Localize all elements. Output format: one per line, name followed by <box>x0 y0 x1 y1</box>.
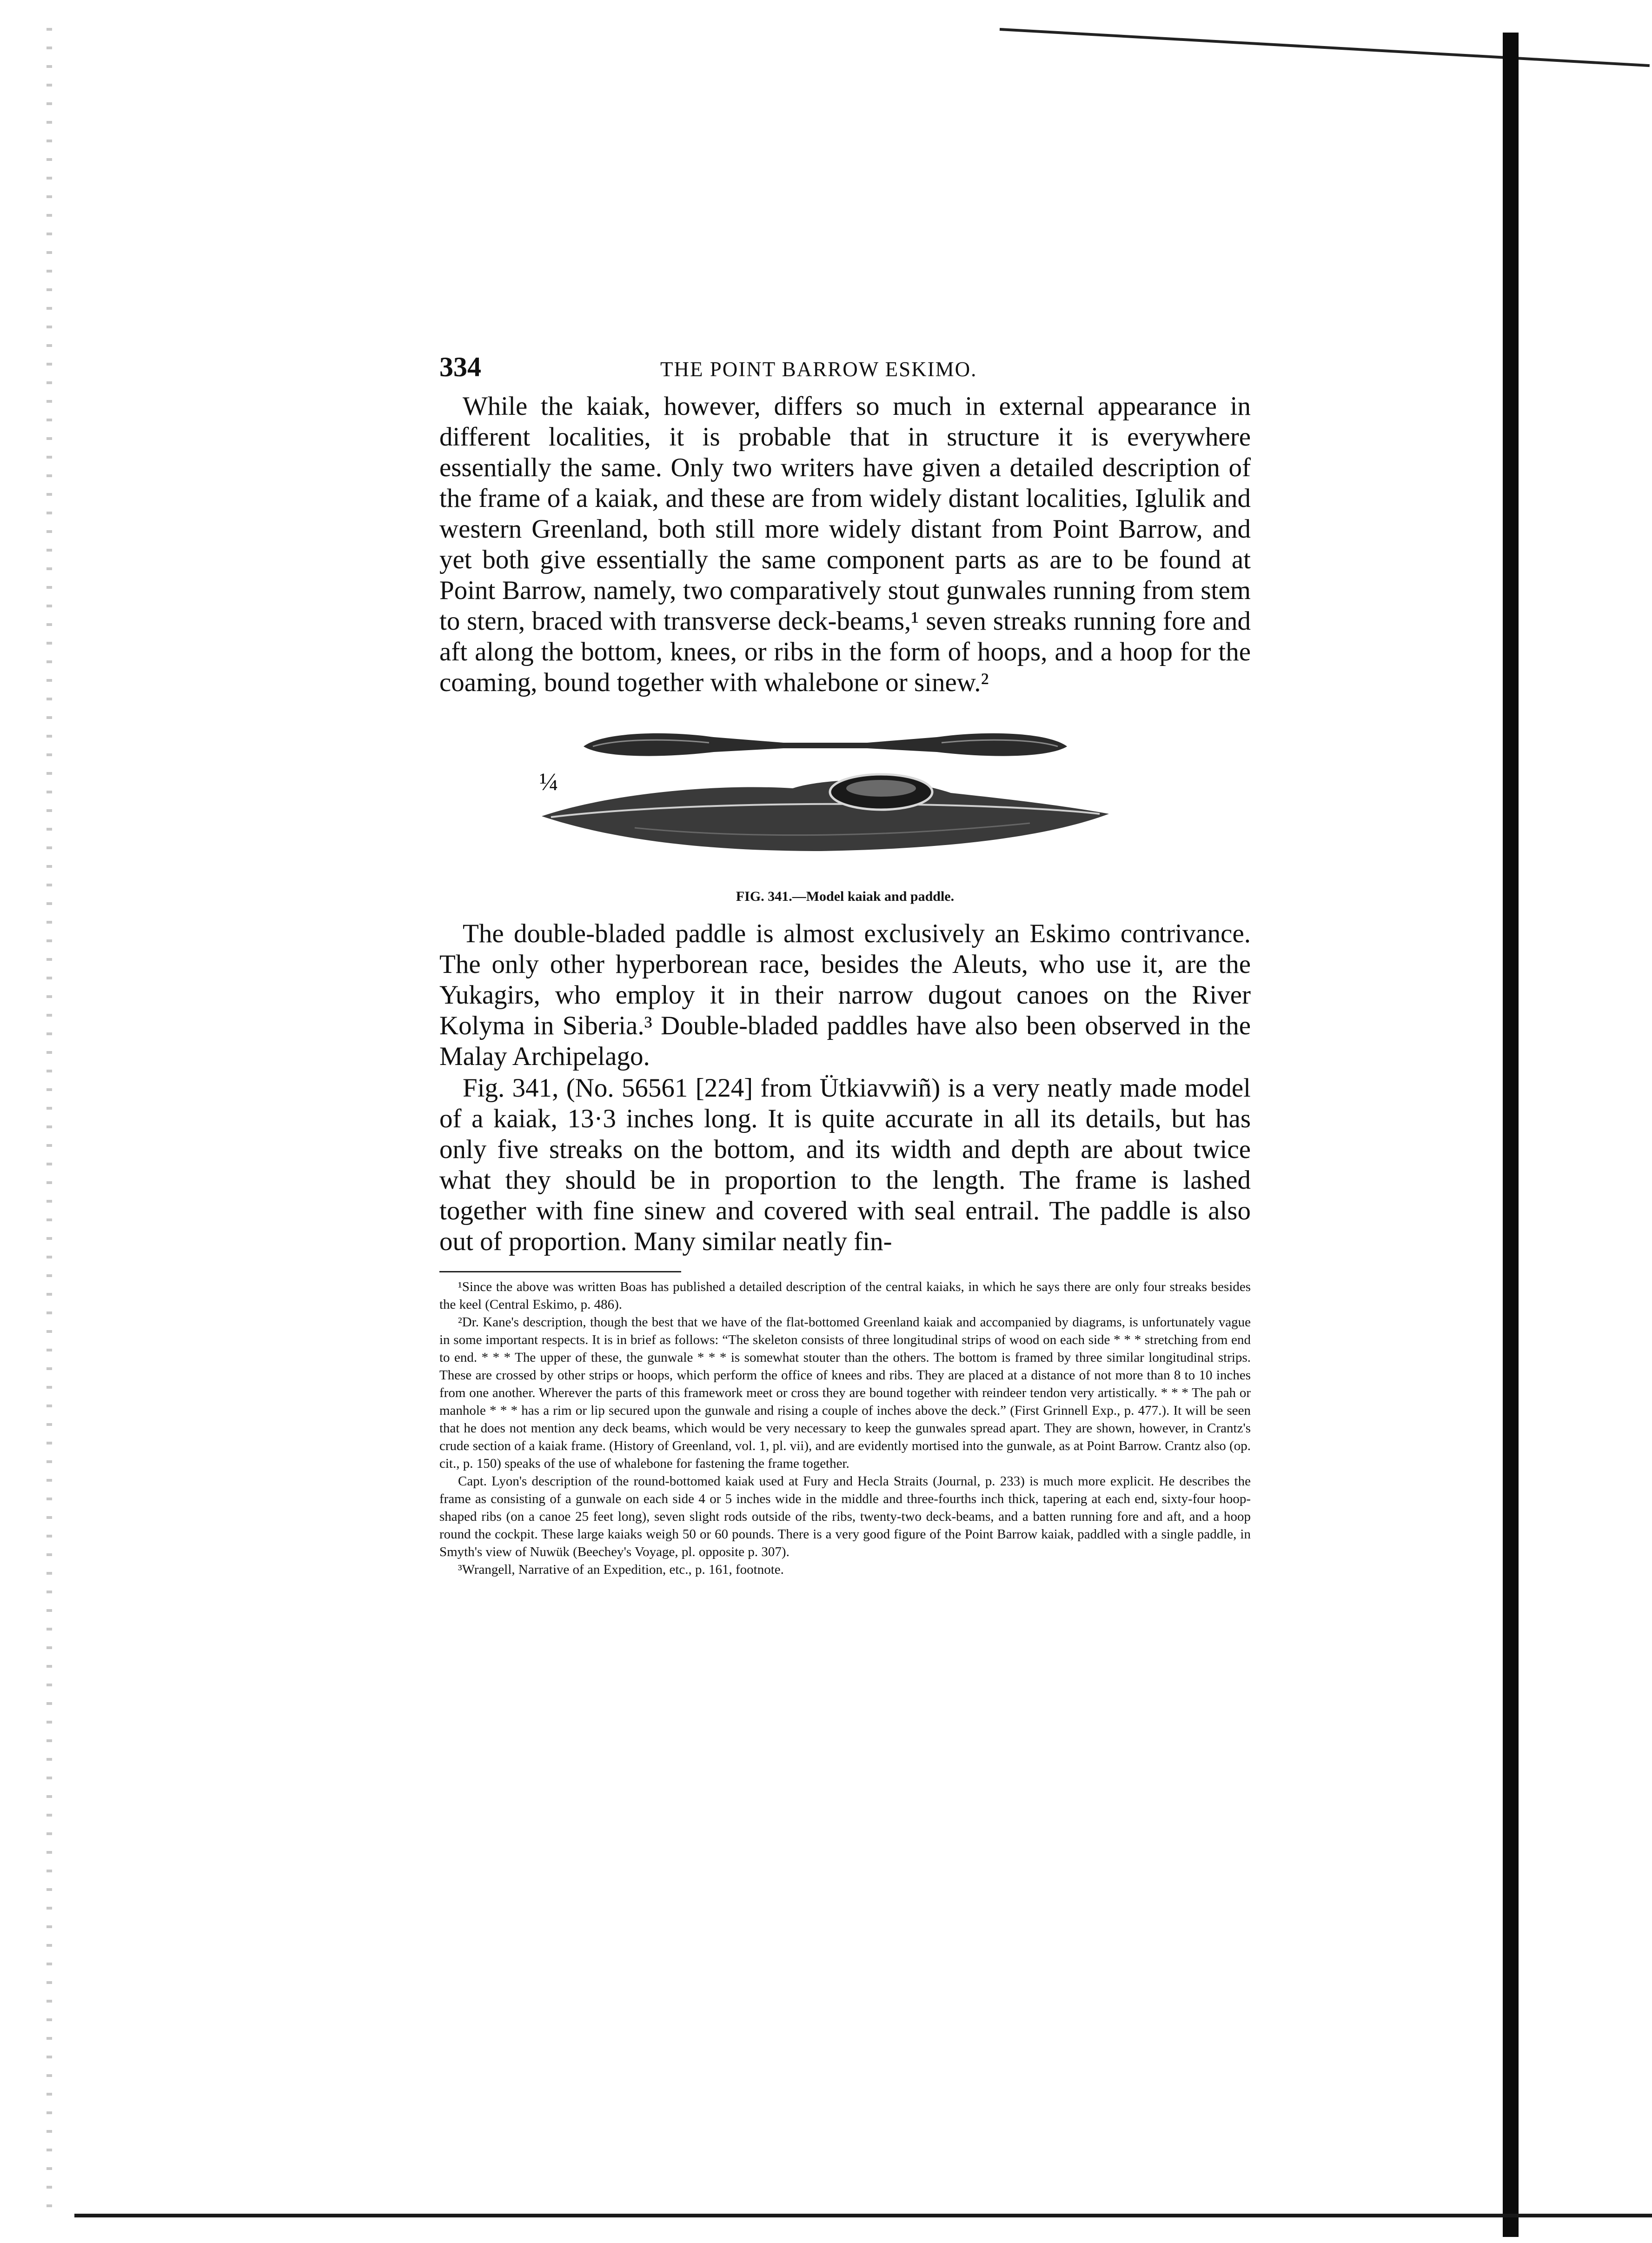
scan-left-edge-marks <box>46 28 52 2214</box>
paragraph: The double-bladed paddle is almost exclusively an Eskimo contrivance. The only other hyperborean race, besides the Aleuts, who use it, are the Yukagirs, who employ it in their narrow dugout canoes on the River Kolyma in Siberia.³ Double-bladed paddles have also been observed in the Malay Archipelago. <box>439 919 1251 1071</box>
figure-scale-label: ¼ <box>539 768 558 796</box>
page-header <box>439 351 1251 391</box>
body-text-continued <box>439 918 1251 1257</box>
running-title: THE POINT BARROW ESKIMO. <box>660 358 977 381</box>
footnote: ³Wrangell, Narrative of an Expedition, etc., p. 161, footnote. <box>458 1562 784 1577</box>
figure-341 <box>439 719 1251 918</box>
body-text <box>439 391 1251 698</box>
figure-caption: FIG. 341.—Model kaiak and paddle. <box>736 889 955 904</box>
page-content <box>439 351 1251 1578</box>
kaiak-drawing <box>542 774 1109 851</box>
scan-top-line <box>1000 28 1650 67</box>
scan-bottom-border <box>74 2214 1652 2217</box>
scan-right-border <box>1503 33 1519 2237</box>
kaiak-and-paddle-illustration <box>495 719 1146 877</box>
paragraph: While the kaiak, however, differs so much in external appearance in different localities, it is probable that in structure it is everywhere essentially the same. Only two writers have given a detailed description of the frame of a kaiak, and these are from widely distant localities, Iglulik and western Greenland, both still more widely distant from Point Barrow, and yet both give essentially the same component parts as are to be found at Point Barrow, namely, two comparatively stout gunwales running from stem to stern, braced with transverse deck-beams,¹ seven streaks running fore and aft along the bottom, knees, or ribs in the form of hoops, and a hoop for the coaming, bound together with whalebone or sinew.² <box>439 392 1251 697</box>
footnote: ²Dr. Kane's description, though the best that we have of the flat-bottomed Greenland kaiak and accompanied by diagrams, is unfortunately vague in some important respects. It is in brief as follows: “The skeleton consists of three longitudinal strips of wood on each side * * * stretching from end to end. * * * The upper of these, the gunwale * * * is somewhat stouter than the others. The bottom is framed by three similar longitudinal strips. These are crossed by other strips or hoops, which perform the office of knees and ribs. They are placed at a distance of not more than 8 to 10 inches from one another. Wherever the parts of this framework meet or cross they are bound together with reindeer tendon very artistically. * * * The pah or manhole * * * has a rim or lip secured upon the gunwale and rising a couple of inches above the deck.” (First Grinnell Exp., p. 477.). It will be seen that he does not mention any deck beams, which would be very necessary to keep the gunwales spread apart. They are shown, however, in Crantz's crude section of a kaiak frame. (History of Greenland, vol. 1, pl. vii), and are evidently mortised into the gunwale, as at Point Barrow. Crantz also (op. cit., p. 150) speaks of the use of whalebone for fastening the frame together. <box>439 1315 1251 1471</box>
paddle-drawing <box>584 733 1067 756</box>
page-number: 334 <box>439 352 481 382</box>
footnotes <box>439 1271 1251 1578</box>
footnote: ¹Since the above was written Boas has published a detailed description of the central kaiaks, in which he says there are only four streaks besides the keel (Central Eskimo, p. 486). <box>439 1279 1251 1312</box>
footnote: Capt. Lyon's description of the round-bottomed kaiak used at Fury and Hecla Straits (Journal, p. 233) is much more explicit. He describes the frame as consisting of a gunwale on each side 4 or 5 inches wide in the middle and three-fourths inch thick, tapering at each end, sixty-four hoop-shaped ribs (on a canoe 25 feet long), seven slight rods outside of the ribs, twenty-two deck-beams, and a batten running fore and aft, and a hoop round the cockpit. These large kaiaks weigh 50 or 60 pounds. There is a very good figure of the Point Barrow kaiak, paddled with a single paddle, in Smyth's view of Nuwük (Beechey's Voyage, pl. opposite p. 307). <box>439 1474 1251 1559</box>
paragraph: Fig. 341, (No. 56561 [224] from Ütkiavwiñ) is a very neatly made model of a kaiak, 13·3 inches long. It is quite accurate in all its details, but has only five streaks on the bottom, and its width and depth are about twice what they should be in proportion to the length. The frame is lashed together with fine sinew and covered with seal entrail. The paddle is also out of proportion. Many similar neatly fin- <box>439 1073 1251 1256</box>
footnote-rule <box>439 1271 681 1272</box>
